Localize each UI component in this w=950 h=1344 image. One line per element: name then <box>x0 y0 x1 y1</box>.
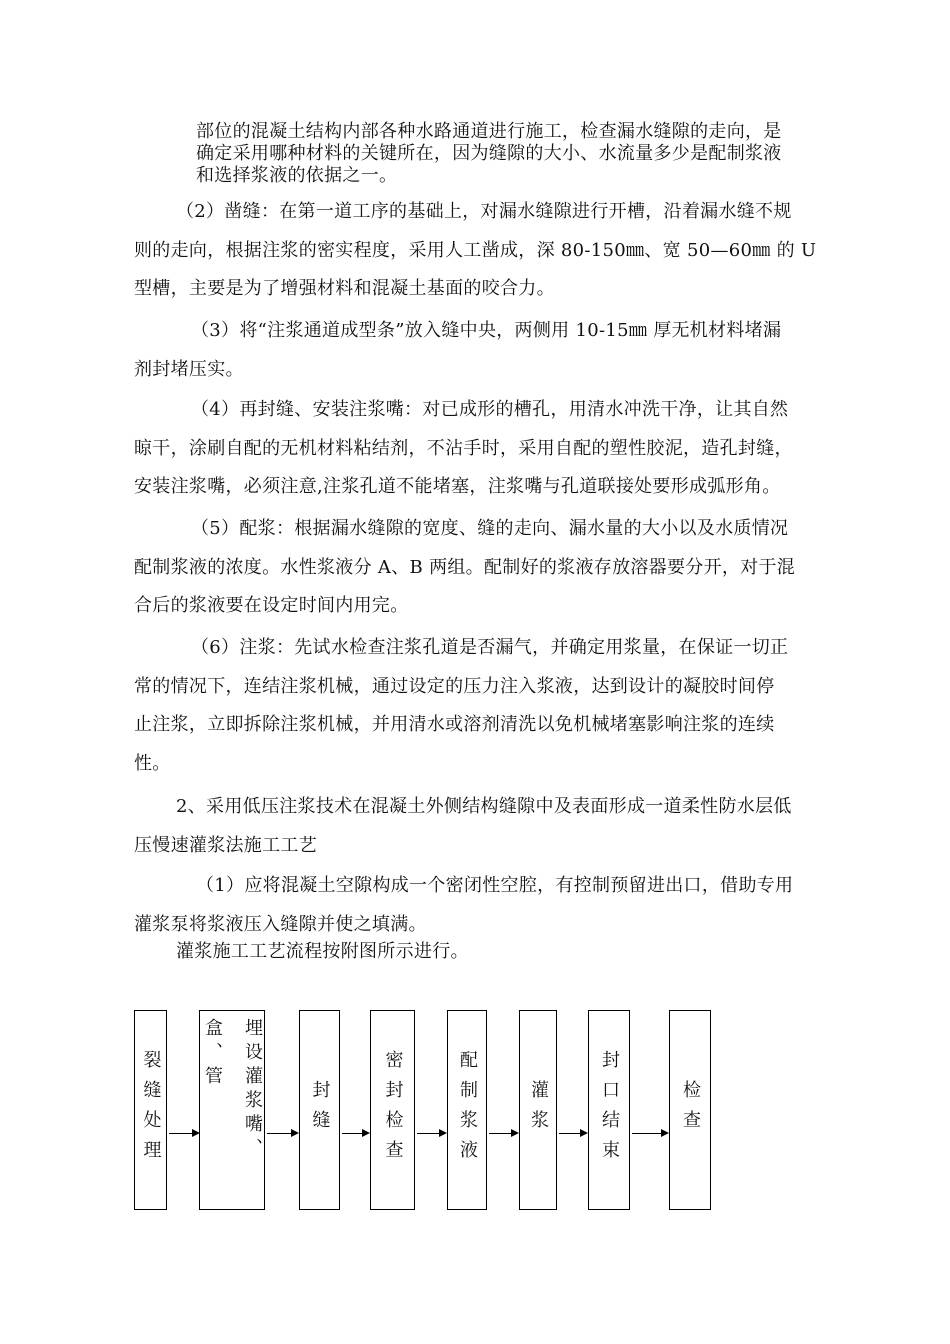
arrow-icon <box>559 1133 586 1134</box>
flow-step-grouting <box>519 1010 557 1210</box>
flow-step-install-nozzles <box>199 1010 265 1210</box>
flow-step-label: 封缝 <box>309 1080 331 1140</box>
text-line: （6）注浆：先试水检查注浆孔道是否漏气，并确定用浆量，在保证一切正 <box>191 637 789 658</box>
flow-step-label: 配制浆液 <box>457 1050 478 1170</box>
text-line: 和选择浆液的依据之一。 <box>196 165 398 186</box>
arrow-icon <box>417 1133 445 1134</box>
arrow-icon <box>489 1133 517 1134</box>
text-line: 灌浆泵将浆液压入缝隙并使之填满。 <box>134 913 427 935</box>
paragraph-step-3 <box>134 312 782 389</box>
text-line: 压慢速灌浆法施工工艺 <box>134 834 317 856</box>
text-line: 止注浆，立即拆除注浆机械，并用清水或溶剂清洗以免机械堵塞影响注浆的连续 <box>134 714 775 735</box>
paragraph-step-6 <box>134 629 789 783</box>
text-line: 合后的浆液要在设定时间内用完。 <box>134 595 409 616</box>
flow-step-label: 灌浆 <box>528 1080 549 1140</box>
flow-step-label: 密封检查 <box>382 1050 404 1170</box>
text-line: 确定采用哪种材料的关键所在，因为缝隙的大小、水流量多少是配制浆液 <box>196 143 782 164</box>
text-line: 剂封堵压实。 <box>134 358 244 380</box>
arrow-icon <box>632 1133 667 1134</box>
flow-step-crack-treatment <box>134 1010 167 1210</box>
flow-step-label: 封口结束 <box>599 1050 620 1170</box>
text-line: 则的走向，根据注浆的密实程度，采用人工凿成，深 80-150㎜、宽 50—60㎜ 的 U <box>134 239 817 261</box>
flow-step-seal-end <box>588 1010 630 1210</box>
text-line: 2、采用低压注浆技术在混凝土外侧结构缝隙中及表面形成一道柔性防水层低 <box>176 796 792 817</box>
text-line: （3）将“注浆通道成型条”放入缝中央，两侧用 10-15㎜ 厚无机材料堵漏 <box>191 320 782 341</box>
text-line: （5）配浆：根据漏水缝隙的宽度、缝的走向、漏水量的大小以及水质情况 <box>191 518 789 539</box>
flowchart-caption: 灌浆施工工艺流程按附图所示进行。 <box>176 941 469 962</box>
paragraph-step-5 <box>134 510 796 626</box>
paragraph-step-2 <box>134 193 817 309</box>
flow-step-inspection <box>669 1010 711 1210</box>
text-line: 配制浆液的浓度。水性浆液分 A、B 两组。配制好的浆液存放溶器要分开，对于混 <box>134 556 796 578</box>
text-line: 晾干，涂刷自配的无机材料粘结剂，不沾手时，采用自配的塑性胶泥，造孔封缝， <box>134 437 793 459</box>
arrow-icon <box>342 1133 368 1134</box>
section-2-heading <box>134 788 792 865</box>
flow-step-label: 检查 <box>680 1080 701 1140</box>
text-line: 型槽，主要是为了增强材料和混凝土基面的咬合力。 <box>134 278 555 299</box>
text-line: （2）凿缝：在第一道工序的基础上，对漏水缝隙进行开槽，沿着漏水缝不规 <box>176 201 792 222</box>
text-line: （1）应将混凝土空隙构成一个密闭性空腔，有控制预留进出口，借助专用 <box>196 875 794 896</box>
text-line: （4）再封缝、安装注浆嘴：对已成形的槽孔，用清水冲洗干净，让其自然 <box>191 399 789 420</box>
text-line: 常的情况下，连结注浆机械，通过设定的压力注入浆液，达到设计的凝胶时间停 <box>134 675 775 697</box>
text-line: 部位的混凝土结构内部各种水路通道进行施工，检查漏水缝隙的走向，是 <box>196 121 782 142</box>
text-line: 安装注浆嘴，必须注意,注浆孔道不能堵塞，注浆嘴与孔道联接处要形成弧形角。 <box>134 476 781 497</box>
flow-step-seal-check <box>370 1010 415 1210</box>
flow-step-prepare-slurry <box>447 1010 487 1210</box>
arrow-icon <box>267 1133 297 1134</box>
flow-step-label: 埋设灌浆嘴、盒、管 <box>202 1017 263 1162</box>
paragraph-intro <box>196 121 782 187</box>
flow-step-seal-joint <box>299 1010 340 1210</box>
paragraph-step-4 <box>134 391 793 507</box>
flow-step-label: 裂缝处理 <box>140 1050 162 1170</box>
text-line: 性。 <box>134 752 171 774</box>
